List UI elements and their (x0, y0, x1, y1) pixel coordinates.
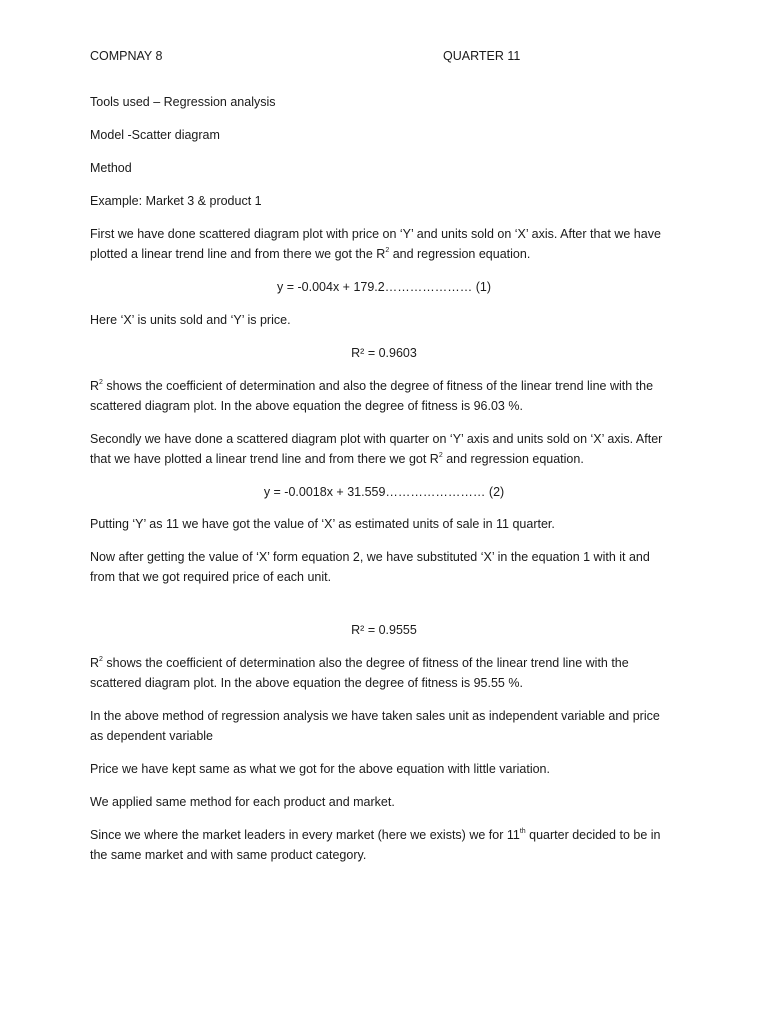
text: R (90, 379, 100, 393)
paragraph-6-line-1: In the above method of regression analysis we have taken sales unit as independent variable and price (90, 709, 660, 723)
r-squared-2: R² = 0.9555 (351, 623, 417, 637)
paragraph-5-line-2: scattered diagram plot. In the above equation the degree of fitness is 95.55 %. (90, 676, 523, 690)
paragraph-4-line-2: from that we got required price of each unit. (90, 570, 332, 584)
paragraph-7-line-1 (90, 826, 660, 844)
superscript: 2 (385, 247, 390, 254)
quarter-heading: QUARTER 11 (443, 49, 521, 63)
putting-line: Putting ‘Y’ as 11 we have got the value of ‘X’ as estimated units of sale in 11 quarter. (90, 517, 555, 531)
tools-line: Tools used – Regression analysis (90, 95, 276, 109)
paragraph-4-line-1: Now after getting the value of ‘X’ form equation 2, we have substituted ‘X’ in the equation 1 with it and (90, 550, 650, 564)
superscript: th (519, 828, 526, 835)
text: shows the coefficient of determination also the degree of fitness of the linear trend line with the (102, 656, 629, 670)
variables-line: Here ‘X’ is units sold and ‘Y’ is price. (90, 313, 291, 327)
paragraph-2-line-1 (90, 377, 653, 395)
paragraph-5-line-1 (90, 654, 629, 672)
equation-1: y = -0.004x + 179.2………………… (1) (277, 280, 491, 294)
superscript: 2 (99, 379, 103, 386)
text: R (90, 656, 100, 670)
equation-2: y = -0.0018x + 31.559…………………… (2) (263, 485, 505, 499)
superscript: 2 (438, 452, 443, 459)
model-line: Model -Scatter diagram (90, 128, 220, 142)
text: that we have plotted a linear trend line and from there we got R (90, 452, 439, 466)
method-applied-line: We applied same method for each product and market. (90, 795, 395, 809)
text: shows the coefficient of determination and also the degree of fitness of the linear trend line with the (102, 379, 654, 393)
example-line: Example: Market 3 & product 1 (90, 194, 262, 208)
superscript: 2 (99, 656, 103, 663)
company-heading: COMPNAY 8 (90, 49, 163, 63)
text: quarter decided to be in (525, 828, 661, 842)
paragraph-6-line-2: as dependent variable (90, 729, 214, 743)
text: and regression equation. (389, 247, 531, 261)
price-line: Price we have kept same as what we got for the above equation with little variation. (90, 762, 550, 776)
paragraph-1-line-1: First we have done scattered diagram plot with price on ‘Y’ and units sold on ‘X’ axis. After that we have (90, 227, 661, 241)
text: plotted a linear trend line and from there we got the R (90, 247, 386, 261)
paragraph-3-line-1: Secondly we have done a scattered diagram plot with quarter on ‘Y’ axis and units sold on ‘X’ axis. After (90, 432, 663, 446)
paragraph-3-line-2 (90, 450, 584, 468)
paragraph-1-line-2 (90, 245, 530, 263)
r-squared-1: R² = 0.9603 (351, 346, 417, 360)
text: and regression equation. (442, 452, 584, 466)
paragraph-7-line-2: the same market and with same product category. (90, 848, 367, 862)
method-line: Method (90, 161, 132, 175)
paragraph-2-line-2: scattered diagram plot. In the above equation the degree of fitness is 96.03 %. (90, 399, 523, 413)
text: Since we where the market leaders in every market (here we exists) we for 11 (90, 828, 520, 842)
